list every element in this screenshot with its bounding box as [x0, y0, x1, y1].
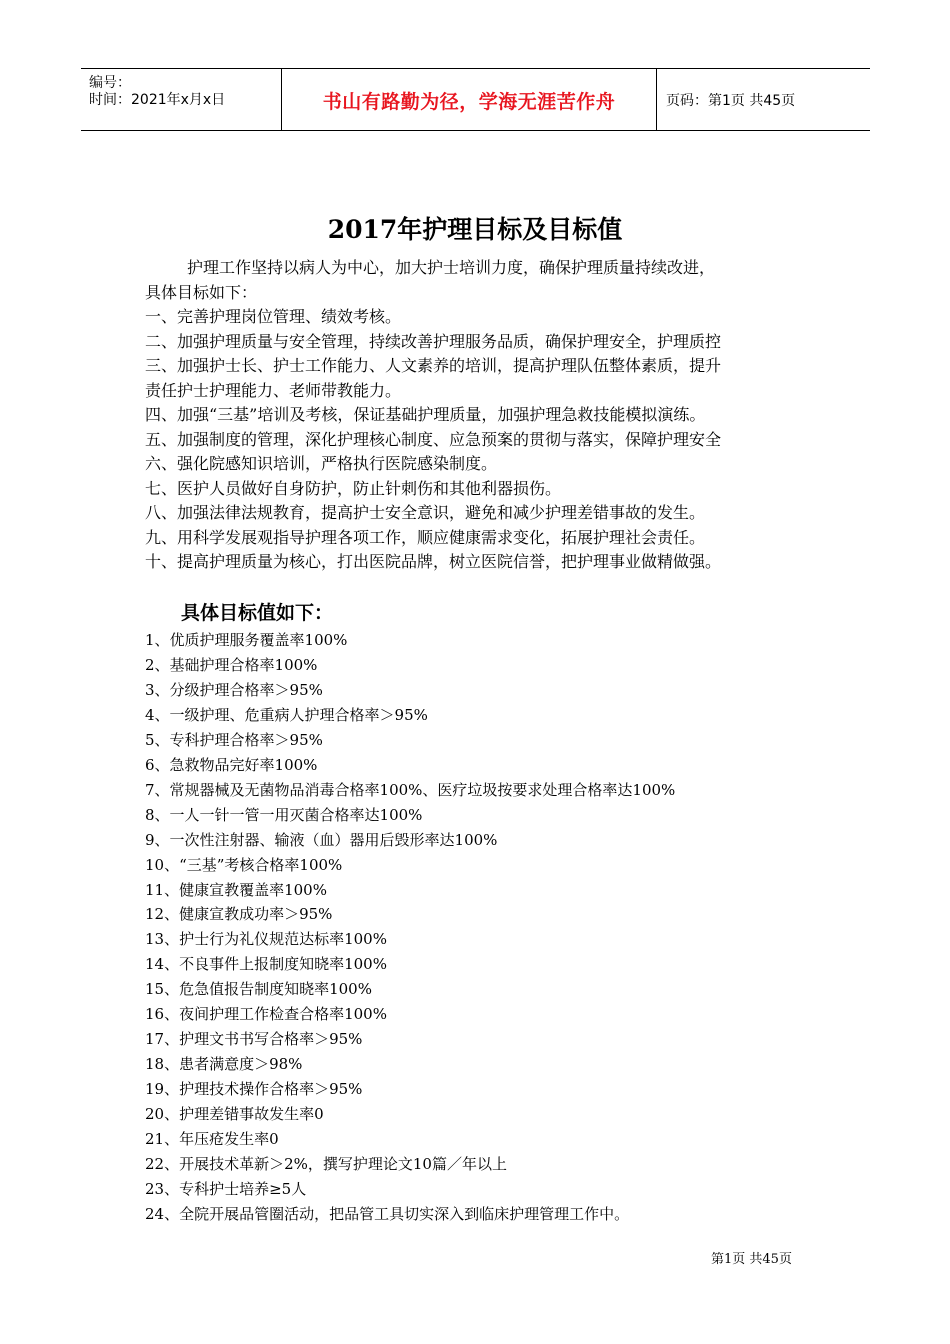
target-item: 15、危急值报告制度知晓率100% — [145, 980, 372, 999]
header-motto-cell — [281, 69, 657, 130]
intro-line: 护理工作坚持以病人为中心，加大护士培训力度，确保护理质量持续改进， — [187, 258, 716, 277]
goal-item: 八、加强法律法规教育，提高护士安全意识，避免和减少护理差错事故的发生。 — [145, 503, 706, 522]
goal-item: 九、用科学发展观指导护理各项工作，顺应健康需求变化，拓展护理社会责任。 — [145, 527, 706, 547]
targets-list — [145, 628, 675, 1227]
document-header — [81, 68, 870, 131]
goal-item: 七、医护人员做好自身防护，防止针刺伤和其他利器损伤。 — [145, 478, 562, 498]
goal-item: 四、加强“三基”培训及考核，保证基础护理质量，加强护理急救技能模拟演练。 — [145, 405, 706, 424]
target-item: 7、常规器械及无菌物品消毒合格率100%、医疗垃圾按要求处理合格率达100% — [145, 780, 676, 799]
intro-paragraph — [145, 256, 825, 575]
target-item: 13、护士行为礼仪规范达标率100% — [145, 930, 387, 949]
target-item: 10、“三基”考核合格率100% — [145, 855, 343, 874]
goal-item: 三、加强护士长、护士工作能力、人文素养的培训，提高护理队伍整体素质，提升 — [145, 356, 722, 375]
target-item: 3、分级护理合格率＞95% — [145, 680, 323, 699]
target-item: 4、一级护理、危重病人护理合格率＞95% — [145, 705, 428, 724]
targets-heading: 具体目标值如下： — [181, 602, 334, 624]
target-item: 2、基础护理合格率100% — [145, 655, 318, 674]
target-item: 1、优质护理服务覆盖率100% — [145, 631, 348, 649]
goal-item: 六、强化院感知识培训，严格执行医院感染制度。 — [145, 454, 498, 473]
target-item: 23、专科护士培养≥5人 — [145, 1179, 307, 1198]
target-item: 21、年压疮发生率0 — [145, 1130, 279, 1149]
goal-item: 五、加强制度的管理，深化护理核心制度、应急预案的贯彻与落实，保障护理安全 — [145, 429, 722, 449]
target-item: 14、不良事件上报制度知晓率100% — [145, 955, 387, 974]
target-item: 11、健康宣教覆盖率100% — [145, 880, 327, 899]
header-page-cell — [656, 69, 870, 130]
target-item: 9、一次性注射器、输液（血）器用后毁形率达100% — [145, 830, 498, 849]
goal-item: 责任护士护理能力、老师带教能力。 — [145, 380, 402, 400]
time-label: 时间：2021年x月x日 — [89, 92, 226, 108]
goal-item: 二、加强护理质量与安全管理，持续改善护理服务品质，确保护理安全，护理质控 — [145, 331, 722, 351]
target-item: 8、一人一针一管一用灭菌合格率达100% — [145, 805, 423, 824]
intro-line: 具体目标如下： — [145, 282, 258, 302]
target-item: 17、护理文书书写合格率＞95% — [145, 1030, 363, 1049]
target-item: 5、专科护理合格率＞95% — [145, 730, 323, 749]
target-item: 16、夜间护理工作检查合格率100% — [145, 1005, 387, 1024]
target-item: 22、开展技术革新＞2%，撰写护理论文10篇／年以上 — [145, 1155, 507, 1174]
motto-text: 书山有路勤为径，学海无涯苦作舟 — [322, 91, 616, 113]
header-meta-cell — [81, 69, 281, 130]
document-title: 2017年护理目标及目标值 — [327, 215, 623, 244]
page-footer: 第1页 共45页 — [711, 1252, 792, 1267]
goal-item: 一、完善护理岗位管理、绩效考核。 — [145, 307, 402, 326]
number-label: 编号： — [89, 75, 131, 91]
goal-item: 十、提高护理质量为核心，打出医院品牌，树立医院信誉，把护理事业做精做强。 — [145, 552, 722, 571]
target-item: 24、全院开展品管圈活动，把品管工具切实深入到临床护理管理工作中。 — [145, 1204, 630, 1223]
target-item: 12、健康宣教成功率＞95% — [145, 905, 333, 924]
target-item: 6、急救物品完好率100% — [145, 755, 318, 774]
page-info: 页码：第1页 共45页 — [666, 93, 796, 109]
target-item: 20、护理差错事故发生率0 — [145, 1105, 324, 1124]
target-item: 19、护理技术操作合格率＞95% — [145, 1080, 363, 1099]
target-item: 18、患者满意度＞98% — [145, 1055, 303, 1074]
